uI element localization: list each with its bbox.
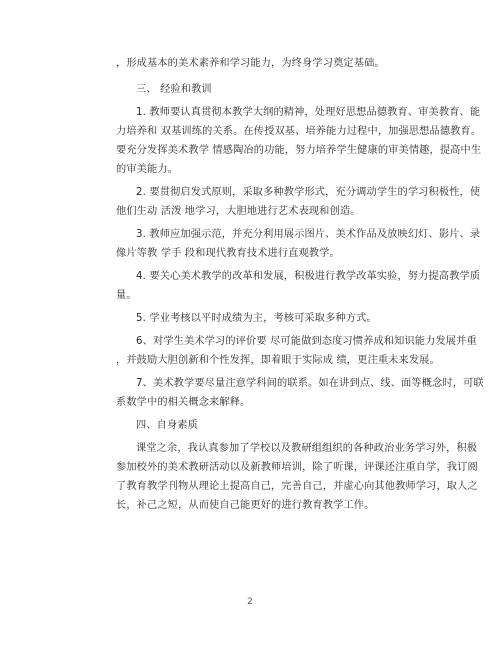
page-number: 2 bbox=[247, 597, 253, 607]
text-line: 3. 教师应加强示范，并充分利用展示图片、美术作品及放映幻灯、影片、录 bbox=[136, 229, 481, 240]
text-line: 量。 bbox=[116, 290, 137, 301]
text-line: 力培养和 双基训练的关系。在传授双基、培养能力过程中，加强思想品德教育。 bbox=[116, 126, 482, 137]
text-line: 了教育教学刊物从理论上提高自己，完善自己，并虚心向其他教师学习，取人之 bbox=[116, 481, 478, 492]
text-line: 参加校外的美术教研活动以及新教师培训，除了听课，评课还注重自学，我订阅 bbox=[116, 462, 478, 473]
text-line: 6、对学生美术学习的评价要 尽可能做到态度习惯养成和知识能力发展并重 bbox=[136, 336, 477, 347]
text-line: 要充分发挥美术教学 情感陶冶的功能，努力培养学生健康的审美情趣，提高中生 bbox=[116, 145, 482, 156]
text-line: 4. 要关心美术教学的改革和发展，积极进行教学改革实验，努力提高教学质 bbox=[136, 271, 481, 282]
text-line: 长，补己之短，从而使自己能更好的进行教育教学工作。 bbox=[116, 500, 375, 511]
text-line: ，形成基本的美术素养和学习能力，为终身学习奠定基础。 bbox=[116, 58, 385, 69]
text-line: 1. 教师要认真贯彻本教学大纲的精神，处理好思想品德教育、审美教育、能 bbox=[136, 107, 481, 118]
text-line: 的审美能力。 bbox=[116, 164, 179, 175]
text-line: 2. 要贯彻启发式原则，采取多种教学形式，充分调动学生的学习积极性，使 bbox=[136, 187, 481, 198]
text-line: 他们生动 活泼 地学习，大胆地进行艺术表现和创造。 bbox=[116, 206, 361, 217]
text-line: 系数学中的相关概念来解释。 bbox=[116, 397, 251, 408]
text-line: 课堂之余，我认真参加了学校以及教研组组织的各种政治业务学习外，积极 bbox=[136, 443, 478, 454]
text-line: 像片等教 学手 段和现代教育技术进行直观教学。 bbox=[116, 248, 340, 259]
section-heading-self-quality: 四、自身素质 bbox=[136, 420, 199, 431]
text-line: ，并鼓励大胆创新和个性发挥，即着眼于实际成 绩，更注重未来发展。 bbox=[116, 355, 440, 366]
text-line: 5. 学业考核以平时成绩为主，考核可采取多种方式。 bbox=[136, 313, 377, 324]
section-heading-experience: 三、 经验和教训 bbox=[136, 84, 212, 95]
text-line: 7、美术教学要尽量注意学科间的联系。如在讲到点、线、面等概念时，可联 bbox=[136, 378, 484, 389]
